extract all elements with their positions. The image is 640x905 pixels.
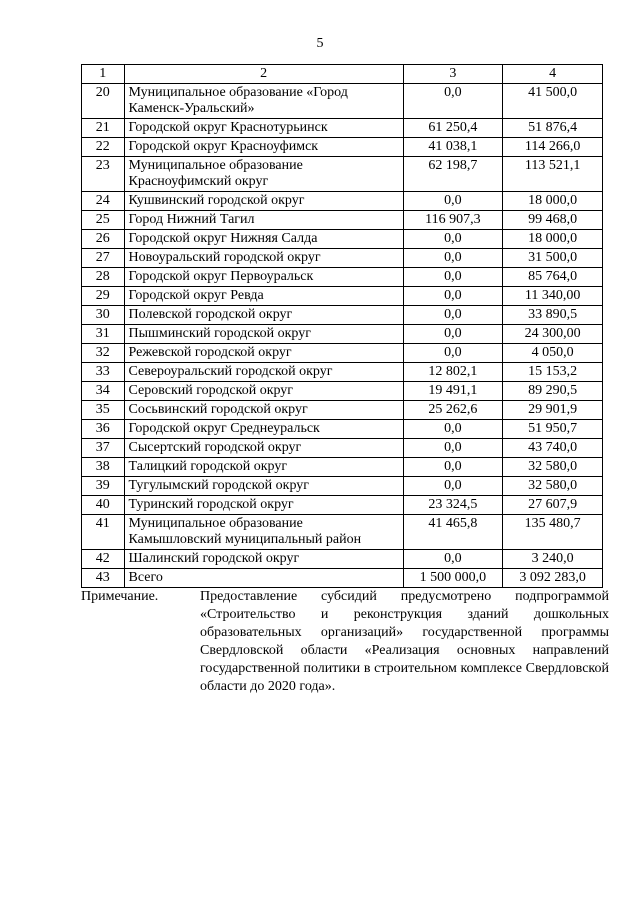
table-row bbox=[82, 569, 603, 588]
row-value-col3-cell: 23 324,5 bbox=[403, 496, 503, 515]
row-name-cell: Серовский городской округ bbox=[124, 382, 403, 401]
row-number-cell: 27 bbox=[82, 249, 125, 268]
row-name-cell: Городской округ Красноуфимск bbox=[124, 138, 403, 157]
row-value-col3-cell: 41 465,8 bbox=[403, 515, 503, 550]
row-name-cell: Кушвинский городской округ bbox=[124, 192, 403, 211]
row-number-cell: 25 bbox=[82, 211, 125, 230]
row-value-col3-cell: 1 500 000,0 bbox=[403, 569, 503, 588]
table-row bbox=[82, 363, 603, 382]
row-value-col3-cell: 0,0 bbox=[403, 192, 503, 211]
row-value-col4-cell: 85 764,0 bbox=[503, 268, 603, 287]
row-value-col4-cell: 24 300,00 bbox=[503, 325, 603, 344]
row-value-col3-cell: 12 802,1 bbox=[403, 363, 503, 382]
row-value-col4-cell: 33 890,5 bbox=[503, 306, 603, 325]
row-value-col3-cell: 0,0 bbox=[403, 550, 503, 569]
row-number-cell: 29 bbox=[82, 287, 125, 306]
row-value-col3-cell: 61 250,4 bbox=[403, 119, 503, 138]
table-row bbox=[82, 325, 603, 344]
row-number-cell: 28 bbox=[82, 268, 125, 287]
header-cell: 3 bbox=[403, 65, 503, 84]
table-row bbox=[82, 287, 603, 306]
row-value-col3-cell: 0,0 bbox=[403, 230, 503, 249]
row-name-cell: Тугулымский городской округ bbox=[124, 477, 403, 496]
row-value-col4-cell: 32 580,0 bbox=[503, 458, 603, 477]
table-row bbox=[82, 382, 603, 401]
row-name-cell: Городской округ Нижняя Салда bbox=[124, 230, 403, 249]
row-value-col4-cell: 18 000,0 bbox=[503, 192, 603, 211]
row-number-cell: 40 bbox=[82, 496, 125, 515]
row-name-cell: Городской округ Ревда bbox=[124, 287, 403, 306]
row-value-col3-cell: 0,0 bbox=[403, 439, 503, 458]
row-name-cell: Новоуральский городской округ bbox=[124, 249, 403, 268]
row-name-cell: Муниципальное образование Красноуфимский округ bbox=[124, 157, 403, 192]
row-value-col3-cell: 0,0 bbox=[403, 344, 503, 363]
row-name-cell: Городской округ Первоуральск bbox=[124, 268, 403, 287]
row-value-col4-cell: 135 480,7 bbox=[503, 515, 603, 550]
row-value-col4-cell: 3 092 283,0 bbox=[503, 569, 603, 588]
row-value-col4-cell: 41 500,0 bbox=[503, 84, 603, 119]
page-number: 5 bbox=[316, 36, 324, 51]
row-value-col4-cell: 15 153,2 bbox=[503, 363, 603, 382]
row-number-cell: 26 bbox=[82, 230, 125, 249]
row-name-cell: Всего bbox=[124, 569, 403, 588]
row-number-cell: 20 bbox=[82, 84, 125, 119]
row-value-col4-cell: 29 901,9 bbox=[503, 401, 603, 420]
table-row bbox=[82, 477, 603, 496]
table-header-row bbox=[82, 65, 603, 84]
row-number-cell: 21 bbox=[82, 119, 125, 138]
row-value-col4-cell: 114 266,0 bbox=[503, 138, 603, 157]
row-value-col3-cell: 0,0 bbox=[403, 287, 503, 306]
row-number-cell: 23 bbox=[82, 157, 125, 192]
table-row bbox=[82, 211, 603, 230]
row-name-cell: Североуральский городской округ bbox=[124, 363, 403, 382]
row-value-col4-cell: 89 290,5 bbox=[503, 382, 603, 401]
table-row bbox=[82, 439, 603, 458]
row-number-cell: 38 bbox=[82, 458, 125, 477]
row-value-col4-cell: 27 607,9 bbox=[503, 496, 603, 515]
table-row bbox=[82, 138, 603, 157]
row-name-cell: Сысертский городской округ bbox=[124, 439, 403, 458]
row-value-col4-cell: 18 000,0 bbox=[503, 230, 603, 249]
row-value-col3-cell: 0,0 bbox=[403, 325, 503, 344]
row-value-col4-cell: 11 340,00 bbox=[503, 287, 603, 306]
row-value-col3-cell: 0,0 bbox=[403, 306, 503, 325]
row-number-cell: 30 bbox=[82, 306, 125, 325]
row-value-col3-cell: 0,0 bbox=[403, 249, 503, 268]
table-row bbox=[82, 249, 603, 268]
row-value-col4-cell: 32 580,0 bbox=[503, 477, 603, 496]
table-row bbox=[82, 192, 603, 211]
table-row bbox=[82, 420, 603, 439]
row-value-col3-cell: 19 491,1 bbox=[403, 382, 503, 401]
row-value-col3-cell: 0,0 bbox=[403, 268, 503, 287]
row-number-cell: 41 bbox=[82, 515, 125, 550]
row-value-col4-cell: 4 050,0 bbox=[503, 344, 603, 363]
row-number-cell: 34 bbox=[82, 382, 125, 401]
table-row bbox=[82, 268, 603, 287]
table-row bbox=[82, 401, 603, 420]
table-row bbox=[82, 458, 603, 477]
row-value-col3-cell: 62 198,7 bbox=[403, 157, 503, 192]
row-name-cell: Муниципальное образование «Город Каменск-Уральский» bbox=[124, 84, 403, 119]
row-name-cell: Муниципальное образование Камышловский муниципальный район bbox=[124, 515, 403, 550]
row-value-col3-cell: 116 907,3 bbox=[403, 211, 503, 230]
row-value-col4-cell: 31 500,0 bbox=[503, 249, 603, 268]
row-number-cell: 43 bbox=[82, 569, 125, 588]
row-value-col3-cell: 0,0 bbox=[403, 420, 503, 439]
table-row bbox=[82, 550, 603, 569]
note-text: Предоставление субсидий предусмотрено подпрограммой «Строительство и реконструкция зданий дошкольных образовательных организаций» государственной программы Свердловской области «Реализация основных направлений государственной политики в строительном комплексе Свердловской области до 2020 года». bbox=[200, 589, 609, 694]
row-number-cell: 31 bbox=[82, 325, 125, 344]
row-name-cell: Город Нижний Тагил bbox=[124, 211, 403, 230]
row-value-col4-cell: 51 950,7 bbox=[503, 420, 603, 439]
row-name-cell: Туринский городской округ bbox=[124, 496, 403, 515]
row-name-cell: Сосьвинский городской округ bbox=[124, 401, 403, 420]
row-number-cell: 35 bbox=[82, 401, 125, 420]
row-value-col4-cell: 3 240,0 bbox=[503, 550, 603, 569]
row-number-cell: 33 bbox=[82, 363, 125, 382]
header-cell: 2 bbox=[124, 65, 403, 84]
row-value-col3-cell: 0,0 bbox=[403, 84, 503, 119]
row-value-col4-cell: 51 876,4 bbox=[503, 119, 603, 138]
row-name-cell: Городской округ Краснотурьинск bbox=[124, 119, 403, 138]
table-row bbox=[82, 157, 603, 192]
header-cell: 4 bbox=[503, 65, 603, 84]
row-value-col3-cell: 0,0 bbox=[403, 458, 503, 477]
table-row bbox=[82, 344, 603, 363]
table-row bbox=[82, 496, 603, 515]
row-name-cell: Талицкий городской округ bbox=[124, 458, 403, 477]
table-row bbox=[82, 119, 603, 138]
row-number-cell: 42 bbox=[82, 550, 125, 569]
row-name-cell: Полевской городской округ bbox=[124, 306, 403, 325]
row-number-cell: 39 bbox=[82, 477, 125, 496]
subsidy-table bbox=[81, 64, 603, 588]
table-row bbox=[82, 84, 603, 119]
header-cell: 1 bbox=[82, 65, 125, 84]
row-number-cell: 37 bbox=[82, 439, 125, 458]
row-value-col3-cell: 0,0 bbox=[403, 477, 503, 496]
row-number-cell: 24 bbox=[82, 192, 125, 211]
row-value-col4-cell: 113 521,1 bbox=[503, 157, 603, 192]
table-row bbox=[82, 515, 603, 550]
row-name-cell: Шалинский городской округ bbox=[124, 550, 403, 569]
row-value-col3-cell: 25 262,6 bbox=[403, 401, 503, 420]
row-value-col3-cell: 41 038,1 bbox=[403, 138, 503, 157]
note-label: Примечание. bbox=[81, 589, 159, 604]
row-number-cell: 32 bbox=[82, 344, 125, 363]
row-name-cell: Пышминский городской округ bbox=[124, 325, 403, 344]
row-name-cell: Городской округ Среднеуральск bbox=[124, 420, 403, 439]
row-number-cell: 22 bbox=[82, 138, 125, 157]
table-row bbox=[82, 230, 603, 249]
row-value-col4-cell: 99 468,0 bbox=[503, 211, 603, 230]
row-value-col4-cell: 43 740,0 bbox=[503, 439, 603, 458]
row-name-cell: Режевской городской округ bbox=[124, 344, 403, 363]
table-row bbox=[82, 306, 603, 325]
row-number-cell: 36 bbox=[82, 420, 125, 439]
